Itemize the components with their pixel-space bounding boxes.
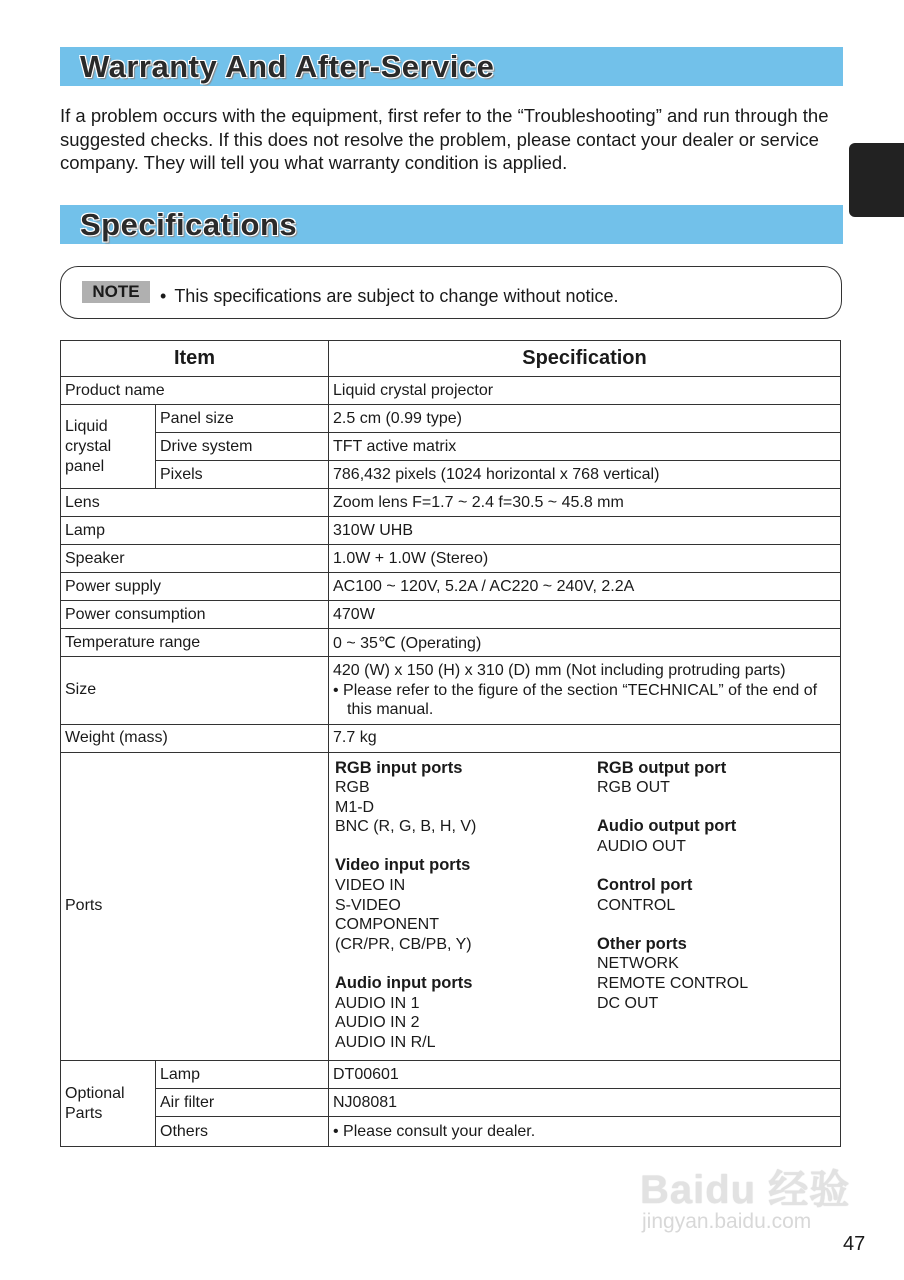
port-heading: RGB output port xyxy=(597,758,727,777)
table-row xyxy=(61,433,841,461)
row-value xyxy=(329,657,841,725)
row-value: 470W xyxy=(329,601,841,629)
port-item: COMPONENT xyxy=(335,916,439,934)
watermark xyxy=(640,1148,855,1238)
table-header-row xyxy=(61,341,841,377)
port-group xyxy=(335,759,597,837)
port-item: RGB xyxy=(335,779,370,797)
row-label: Temperature range xyxy=(61,629,329,657)
size-line-2: • Please refer to the figure of the section “TECHNICAL” of the end of this manual. xyxy=(333,681,818,718)
row-label: Weight (mass) xyxy=(61,724,329,752)
table-row xyxy=(61,377,841,405)
warranty-header-bar xyxy=(60,47,843,86)
row-label: Drive system xyxy=(156,433,329,461)
specifications-header-bar xyxy=(60,205,843,244)
row-label: Size xyxy=(61,657,329,725)
port-item: M1-D xyxy=(335,798,375,816)
row-value: 2.5 cm (0.99 type) xyxy=(329,405,841,433)
watermark-logo: Baidu 经验 xyxy=(640,1168,851,1212)
row-value: NJ08081 xyxy=(329,1089,841,1117)
size-line-1: 420 (W) x 150 (H) x 310 (D) mm (Not including protruding parts) xyxy=(333,662,786,679)
row-label: Lamp xyxy=(61,517,329,545)
row-value: 7.7 kg xyxy=(329,724,841,752)
ports-value xyxy=(329,752,841,1061)
port-group xyxy=(335,856,597,954)
specifications-table xyxy=(60,340,841,1147)
row-value: AC100 ~ 120V, 5.2A / AC220 ~ 240V, 2.2A xyxy=(329,573,841,601)
port-item: CONTROL xyxy=(597,896,676,914)
table-row xyxy=(61,489,841,517)
ports-output-column xyxy=(597,759,837,1053)
row-label: Lamp xyxy=(156,1061,329,1089)
note-text-line xyxy=(160,286,619,307)
row-label: Power supply xyxy=(61,573,329,601)
table-row xyxy=(61,461,841,489)
port-item: S-VIDEO xyxy=(335,896,401,914)
port-heading: Control port xyxy=(597,876,693,895)
table-row xyxy=(61,573,841,601)
row-label: Pixels xyxy=(156,461,329,489)
port-item: AUDIO OUT xyxy=(597,837,686,855)
table-row xyxy=(61,601,841,629)
warranty-text: If a problem occurs with the equipment, first refer to the “Troubleshooting” and run through the suggested checks. If this does not resolve the problem, please contact your dealer or service company. They will tell you what warranty condition is applied. xyxy=(60,105,829,173)
group-label: Optional Parts xyxy=(61,1061,156,1147)
row-value: 786,432 pixels (1024 horizontal x 768 vertical) xyxy=(329,461,841,489)
note-badge: NOTE xyxy=(82,281,150,303)
header-item: Item xyxy=(61,341,329,377)
row-value: DT00601 xyxy=(329,1061,841,1089)
row-label: Air filter xyxy=(156,1089,329,1117)
row-value: 1.0W + 1.0W (Stereo) xyxy=(329,545,841,573)
row-value: • Please consult your dealer. xyxy=(329,1117,841,1147)
port-group xyxy=(597,817,837,856)
header-specification: Specification xyxy=(329,341,841,377)
port-group xyxy=(597,759,837,798)
row-label: Power consumption xyxy=(61,601,329,629)
chapter-tab xyxy=(849,143,904,217)
port-item: VIDEO IN xyxy=(335,877,406,895)
row-label: Lens xyxy=(61,489,329,517)
row-value: Liquid crystal projector xyxy=(329,377,841,405)
port-item: AUDIO IN R/L xyxy=(335,1033,436,1051)
port-item: NETWORK xyxy=(597,955,679,973)
row-label: Ports xyxy=(61,752,329,1061)
ports-input-column xyxy=(335,759,597,1053)
row-label: Speaker xyxy=(61,545,329,573)
row-label: Panel size xyxy=(156,405,329,433)
row-value: 0 ~ 35℃ (Operating) xyxy=(329,629,841,657)
port-group xyxy=(597,935,837,1013)
port-item: BNC (R, G, B, H, V) xyxy=(335,818,477,836)
table-row xyxy=(61,629,841,657)
row-value: TFT active matrix xyxy=(329,433,841,461)
table-row xyxy=(61,724,841,752)
table-row xyxy=(61,657,841,725)
table-row xyxy=(61,517,841,545)
port-item: AUDIO IN 2 xyxy=(335,1014,420,1032)
warranty-title: Warranty And After-Service xyxy=(80,49,495,84)
port-group xyxy=(597,876,837,915)
row-value: Zoom lens F=1.7 ~ 2.4 f=30.5 ~ 45.8 mm xyxy=(329,489,841,517)
row-value: 310W UHB xyxy=(329,517,841,545)
group-label: Liquid crystal panel xyxy=(61,405,156,489)
page-number: 47 xyxy=(843,1233,866,1255)
note-bullet: • xyxy=(160,286,167,306)
port-group xyxy=(335,974,597,1052)
note-text: This specifications are subject to change without notice. xyxy=(174,286,619,306)
port-item: RGB OUT xyxy=(597,779,670,797)
port-heading: Audio output port xyxy=(597,817,737,836)
port-item: AUDIO IN 1 xyxy=(335,994,420,1012)
port-heading: RGB input ports xyxy=(335,758,463,777)
table-row xyxy=(61,545,841,573)
table-row xyxy=(61,1089,841,1117)
table-row xyxy=(61,752,841,1061)
port-item: DC OUT xyxy=(597,994,659,1012)
port-heading: Video input ports xyxy=(335,856,471,875)
port-heading: Audio input ports xyxy=(335,974,473,993)
watermark-url: jingyan.baidu.com xyxy=(642,1210,812,1233)
port-heading: Other ports xyxy=(597,934,687,953)
row-label: Others xyxy=(156,1117,329,1147)
row-label: Product name xyxy=(61,377,329,405)
specifications-title: Specifications xyxy=(80,207,298,242)
table-row xyxy=(61,405,841,433)
table-row xyxy=(61,1061,841,1089)
port-item: (CR/PR, CB/PB, Y) xyxy=(335,935,472,953)
table-row xyxy=(61,1117,841,1147)
port-item: REMOTE CONTROL xyxy=(597,975,749,993)
